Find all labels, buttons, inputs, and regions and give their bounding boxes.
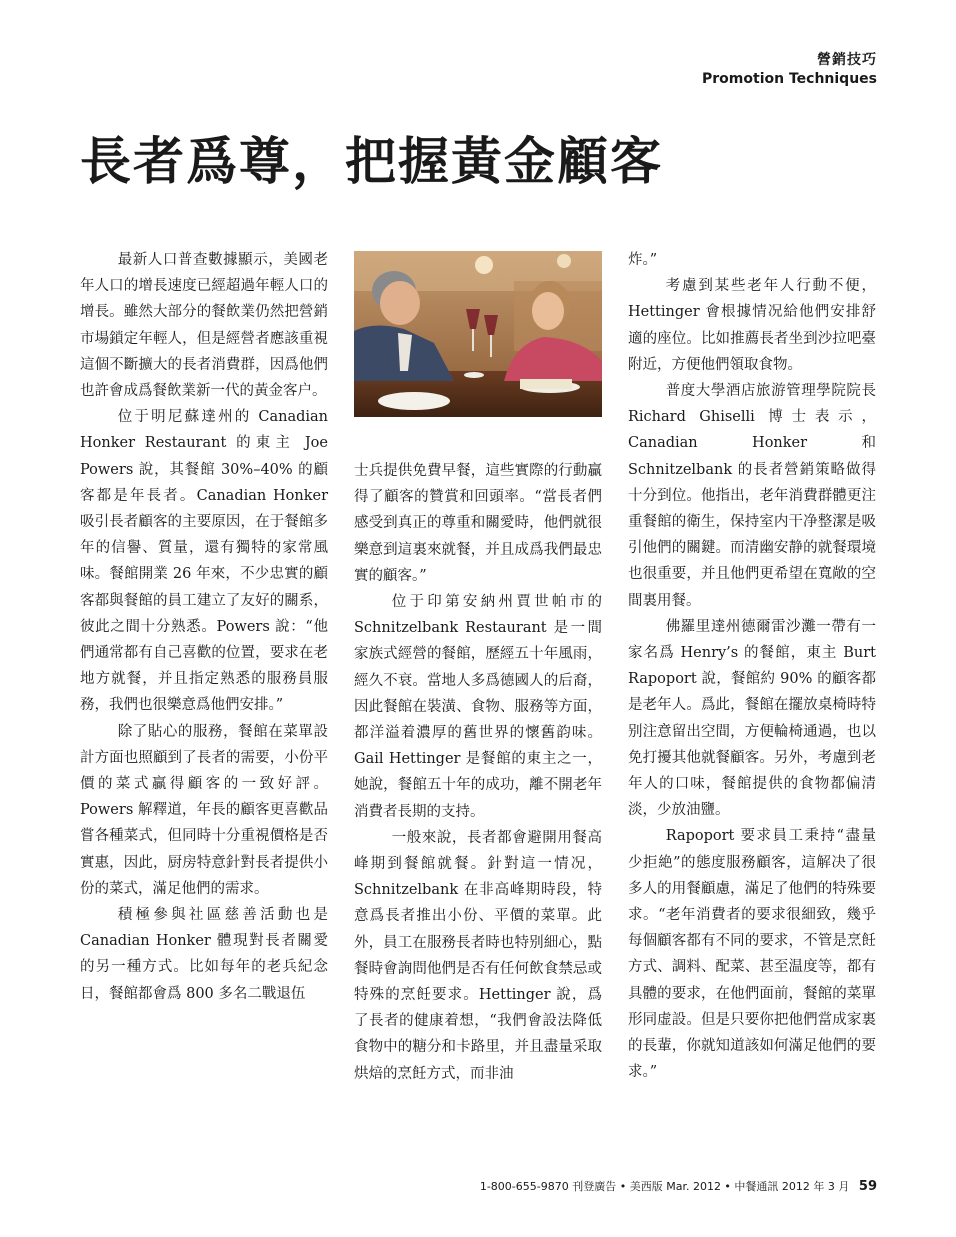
page-number: 59 — [858, 1179, 877, 1194]
article-photo — [354, 251, 602, 417]
paragraph: 考慮到某些老年人行動不便，Hettinger 會根據情况給他們安排舒適的座位。比如推薦長者坐到沙拉吧臺附近，方便他們領取食物。 — [628, 278, 876, 373]
footer-text: 1-800-655-9870 刊登廣告 • 美西版 Mar. 2012 • 中餐通訊 2012 年 3 月 — [479, 1180, 850, 1193]
dining-couple-photo — [354, 251, 602, 417]
paragraph: Rapoport 要求員工秉持“盡量少拒絶”的態度服務顧客，這解决了很多人的用餐顧慮，滿足了他們的特殊要求。“老年消費者的要求很細致，幾乎每個顧客都有不同的要求，不管是烹飪方式、調料、配菜、甚至温度等，都有具體的要求，在他們面前，餐館的菜單形同虚設。但是只要你把他們當成家裏的長輩，你就知道該如何滿足他們的要求。” — [628, 828, 876, 1081]
paragraph: 最新人口普查數據顯示，美國老年人口的增長速度已經超過年輕人口的增長。雖然大部分的餐飲業仍然把營銷市場鎖定年輕人，但是經營者應該重視這個不斷擴大的長者消費群，因爲他們也許會成爲餐飲業新一代的黃金客户。 — [80, 252, 328, 400]
page-footer — [480, 1178, 877, 1196]
article-column-1 — [80, 247, 328, 1007]
paragraph: 一般來說，長者都會避開用餐高峰期到餐館就餐。針對這一情况，Schnitzelbank 在非高峰期時段，特意爲長者推出小份、平價的菜單。此外，員工在服務長者時也特别細心，點餐時會詢問他們是否有任何飲食禁忌或特殊的烹飪要求。Hettinger 說，爲了長者的健康着想，“我們會設法降低食物中的糖分和卡路里，并且盡量采取烘焙的烹飪方式，而非油 — [354, 829, 602, 1082]
section-label-zh: 營銷技巧 — [817, 52, 877, 68]
article-column-3 — [628, 247, 876, 1086]
paragraph: 士兵提供免費早餐，這些實際的行動贏得了顧客的贊賞和回頭率。“當長者們感受到真正的尊重和關愛時，他們就很樂意到這裏來就餐，并且成爲我們最忠實的顧客。” — [354, 463, 602, 584]
paragraph: 普度大學酒店旅游管理學院院長 Richard Ghiselli 博士表示，Canadian Honker 和 Schnitzelbank 的長者營銷策略做得十分到位。他指出，老年消費群體更注重餐館的衛生，保持室内干净整潔是吸引他們的關鍵。而清幽安静的就餐環境也很重要，并且他們更希望在寬敞的空間裏用餐。 — [628, 383, 876, 609]
paragraph: 積極參與社區慈善活動也是 Canadian Honker 體現對長者關愛的另一種方式。比如每年的老兵紀念日，餐館都會爲 800 多名二戰退伍 — [80, 907, 328, 1002]
paragraph: 炸。” — [628, 252, 658, 268]
article-column-2 — [354, 458, 602, 1087]
section-tag — [702, 50, 877, 88]
paragraph: 位于明尼蘇達州的 Canadian Honker Restaurant 的東主 Joe Powers 說，其餐館 30%–40% 的顧客都是年長者。Canadian Honker 吸引長者顧客的主要原因，在于餐館多年的信譽、質量，還有獨特的家常風味。餐館開業 26 年來，不少忠實的顧客都與餐館的員工建立了友好的關系，彼此之間十分熟悉。Powers 說：“他們通常都有自己喜歡的位置，要求在老地方就餐，并且指定熟悉的服務員服務，我們也很樂意爲他們安排。” — [80, 409, 328, 714]
section-label-en: Promotion Techniques — [702, 71, 877, 87]
article-title: 長者爲尊，把握黃金顧客 — [80, 132, 664, 192]
paragraph: 位于印第安納州賈世帕市的 Schnitzelbank Restaurant 是一間家族式經營的餐館，歷經五十年風雨，經久不衰。當地人多爲德國人的后裔，因此餐館在裝潢、食物、服務等方面，都洋溢着濃厚的舊世界的懷舊韵味。Gail Hettinger 是餐館的東主之一，她說，餐館五十年的成功，離不開老年消費者長期的支持。 — [354, 594, 602, 820]
paragraph: 佛羅里達州德爾雷沙灘一帶有一家名爲 Henry’s 的餐館，東主 Burt Rapoport 說，餐館約 90% 的顧客都是老年人。爲此，餐館在擺放桌椅時特别注意留出空間，方便輪椅通過，也以免打擾其他就餐顧客。另外，考慮到老年人的口味，餐館提供的食物都偏清淡，少放油鹽。 — [628, 618, 876, 819]
paragraph: 除了貼心的服務，餐館在菜單設計方面也照顧到了長者的需要，小份平價的菜式贏得顧客的一致好評。Powers 解釋道，年長的顧客更喜歡品嘗各種菜式，但同時十分重視價格是否實惠，因此，厨房特意針對長者提供小份的菜式，滿足他們的需求。 — [80, 723, 328, 897]
